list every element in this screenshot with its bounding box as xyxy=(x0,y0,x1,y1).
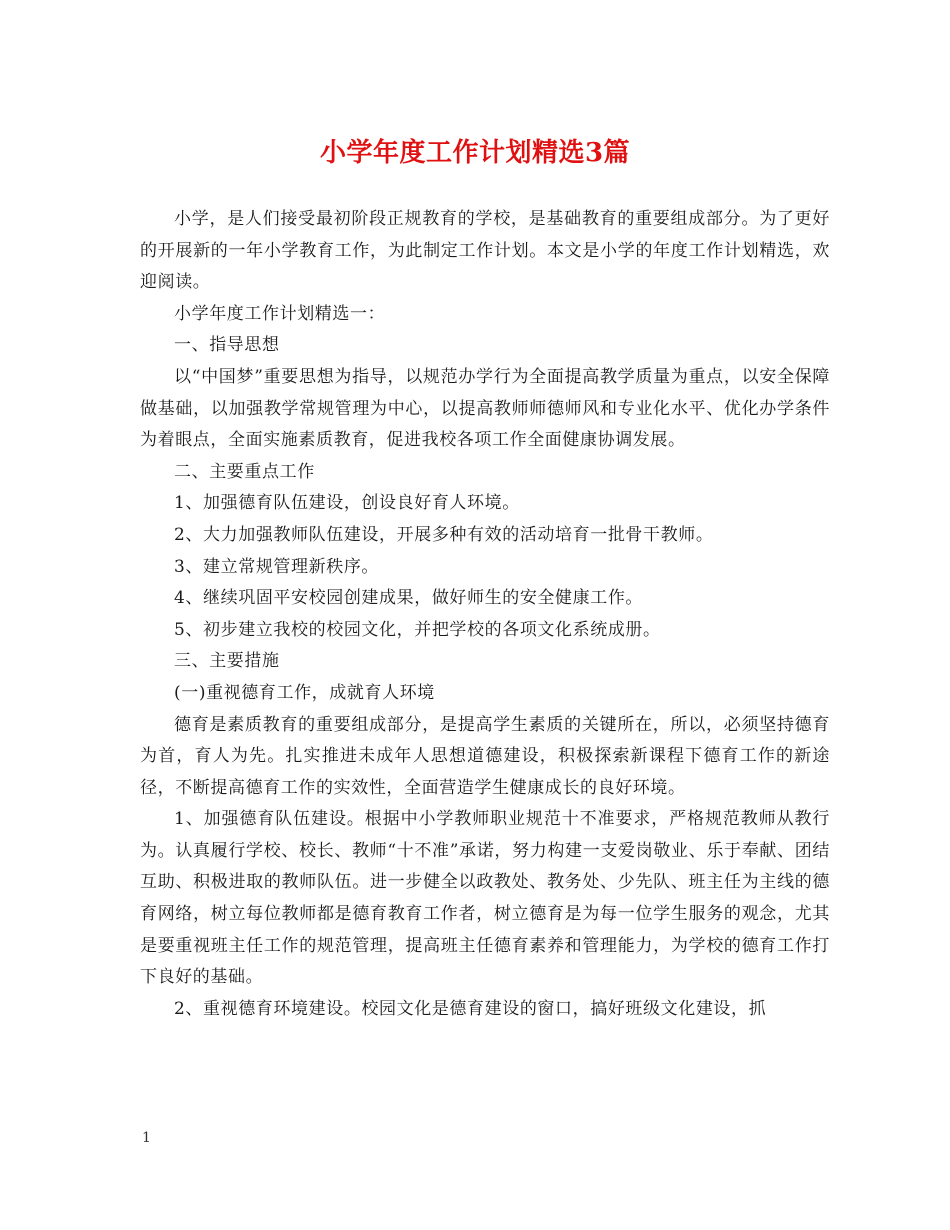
intro-paragraph: 小学，是人们接受最初阶段正规教育的学校，是基础教育的重要组成部分。为了更好的开展新的一年小学教育工作，为此制定工作计划。本文是小学的年度工作计划精选，欢迎阅读。 xyxy=(140,209,830,293)
guiding-ideology-paragraph: 以“中国梦”重要思想为指导，以规范办学行为全面提高教学质量为重点，以安全保障做基础，以加强教学常规管理为中心，以提高教师师德师风和专业化水平、优化办学条件为着眼点，全面实施素质教育，促进我校各项工作全面健康协调发展。 xyxy=(140,366,830,451)
plan-one-heading: 小学年度工作计划精选一： xyxy=(174,303,386,324)
moral-education-paragraph: 德育是素质教育的重要组成部分，是提高学生素质的关键所在，所以，必须坚持德育为首，育人为先。扎实推进未成年人思想道德建设，积极探索新课程下德育工作的新途径，不断提高德育工作的实效性，全面营造学生健康成长的良好环境。 xyxy=(140,714,830,798)
key-work-item-5: 5、初步建立我校的校园文化，并把学校的各项文化系统成册。 xyxy=(174,619,661,640)
section-heading-guiding-ideology: 一、指导思想 xyxy=(174,335,280,356)
section-heading-measures: 三、主要措施 xyxy=(174,651,280,672)
key-work-item-1: 1、加强德育队伍建设，创设良好育人环境。 xyxy=(174,493,520,514)
section-heading-key-work: 二、主要重点工作 xyxy=(174,461,315,482)
key-work-item-4: 4、继续巩固平安校园创建成果，做好师生的安全健康工作。 xyxy=(174,588,644,609)
measure-item-1-paragraph: 1、加强德育队伍建设。根据中小学教师职业规范十不准要求，严格规范教师从教行为。认真履行学校、校长、教师“十不准”承诺，努力构建一支爱岗敬业、乐于奉献、团结互助、积极进取的教师队伍。进一步健全以政教处、教务处、少先队、班主任为主线的德育网络，树立每位教师都是德育教育工作者，树立德育是为每一位学生服务的观念，尤其是要重视班主任工作的规范管理，提高班主任德育素养和管理能力，为学校的德育工作打下良好的基础。 xyxy=(140,809,830,988)
subsection-heading-moral-education: (一)重视德育工作，成就育人环境 xyxy=(174,682,435,703)
measure-item-2-paragraph: 2、重视德育环境建设。校园文化是德育建设的窗口，搞好班级文化建设，抓 xyxy=(174,998,767,1019)
key-work-item-3: 3、建立常规管理新秩序。 xyxy=(174,556,380,577)
page-number: 1 xyxy=(142,1130,151,1146)
document-title: 小学年度工作计划精选3篇 xyxy=(319,138,631,168)
key-work-item-2: 2、大力加强教师队伍建设，开展多种有效的活动培育一批骨干教师。 xyxy=(174,524,714,545)
document-body xyxy=(140,204,830,1025)
